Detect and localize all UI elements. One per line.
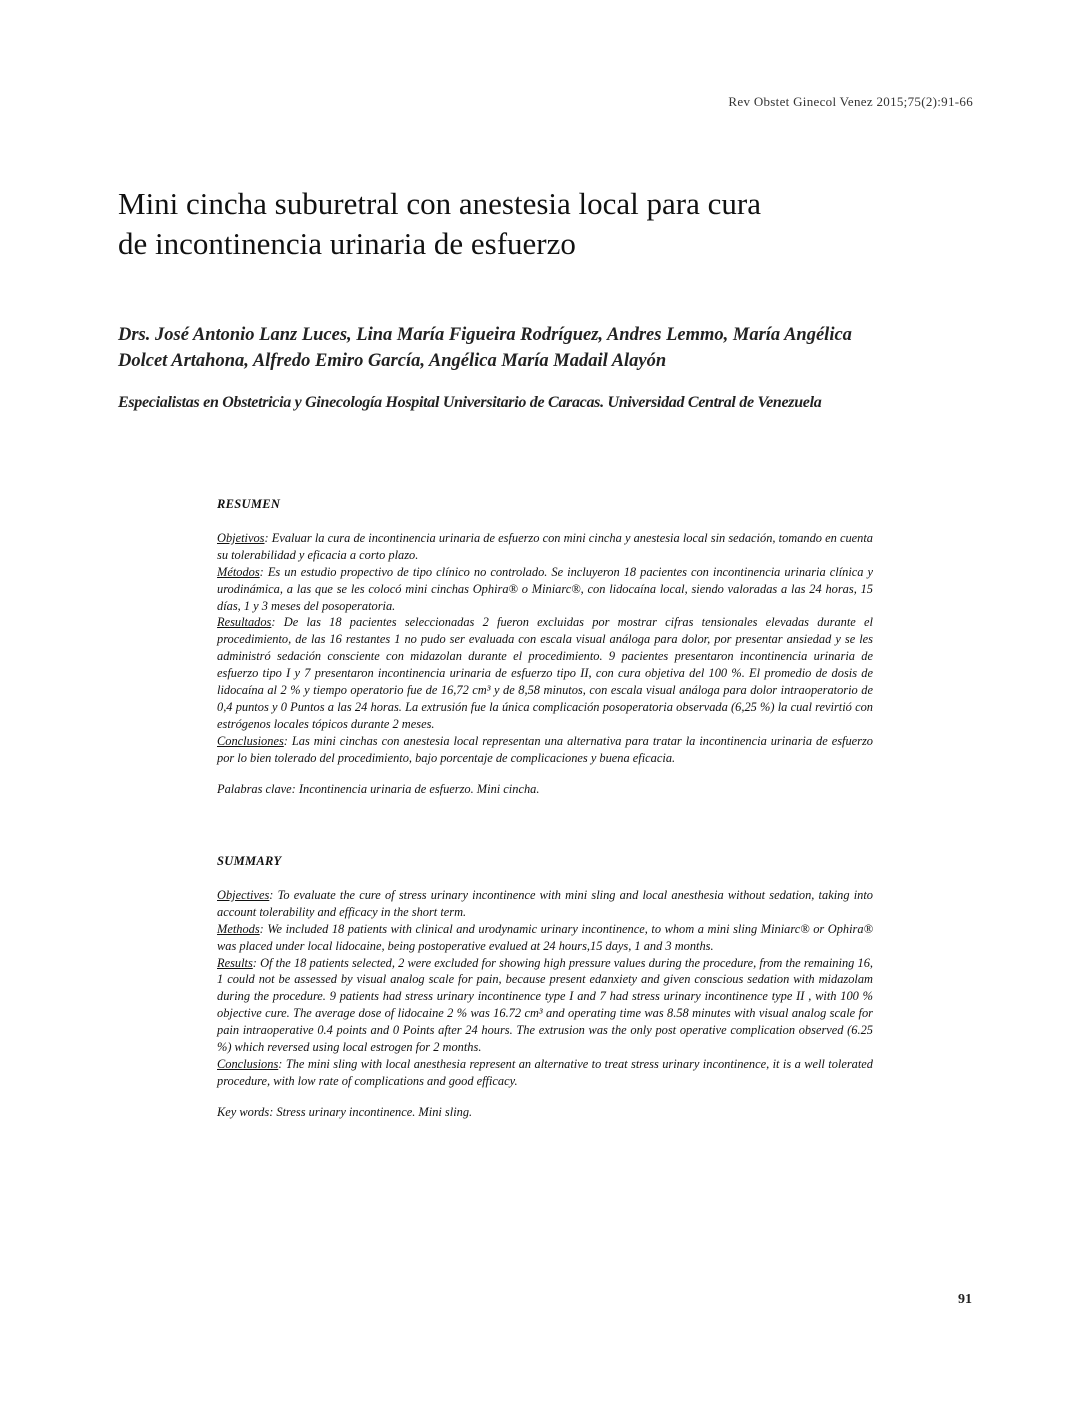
- author-list-line-2: Dolcet Artahona, Alfredo Emiro García, Angélica María Madail Alayón: [118, 351, 667, 371]
- author-affiliation: Especialistas en Obstetricia y Ginecología Hospital Universitario de Caracas. Universidad Central de Venezuela: [118, 394, 822, 411]
- conclusions-label: Conclusions: [217, 1056, 279, 1071]
- results-text: : Of the 18 patients selected, 2 were excluded for showing high pressure values during the procedure, from the remaining 16, 1 could not be assessed by visual analog scale for pain, because present edanxiety and given conscious sedation with midazolam during the procedure. 9 patients had stress urinary incontinence type I and 7 had stress urinary incontinence type II , with 100 % objective cure. The average dose of lidocaine 2 % was 16.72 cm³ and operating time was 8.58 minutes with visual analog scale for pain intraoperative 0.4 points and 0 Points after 24 hours. The extrusion was the only post operative complication observed (6.25 %) which reversed using local estrogen for 2 months.: [217, 955, 873, 1055]
- resultados-text: : De las 18 pacientes seleccionadas 2 fueron excluidas por mostrar cifras tensionales elevadas durante el procedimiento, de las 16 restantes 1 no pudo ser evaluada con escala visual análoga para dolor, por presentar ansiedad y se les administró sedación consciente con midazolan durante el procedimiento. 9 pacientes presentaron incontinencia urinaria de esfuerzo tipo I y 7 presentaron incontinencia urinaria de esfuerzo tipo II, con cura objetiva del 100 %. El promedio de dosis de lidocaína al 2 % y tiempo operatorio fue de 16,72 cm³ y de 8,58 minutos, con escala visual análoga para dolor intraoperatorio de 0,4 puntos y 0 Puntos a las 24 horas. La extrusión fue la única complicación posoperatoria observada (6,25 %) la cual revirtió con estrógenos locales tópicos durante 2 meses.: [217, 615, 873, 731]
- conclusiones-text: : Las mini cinchas con anestesia local representan una alternativa para tratar la incontinencia urinaria de esfuerzo por lo bien tolerado del procedimiento, bajo porcentaje de complicaciones y buena eficacia.: [217, 733, 873, 765]
- resumen-heading: RESUMEN: [217, 497, 281, 511]
- article-title-line-1: Mini cincha suburetral con anestesia local para cura: [118, 186, 761, 221]
- resumen-objetivos: [217, 530, 873, 564]
- methods-label: Methods: [217, 921, 260, 936]
- page-number: 91: [958, 1292, 972, 1307]
- methods-text: : We included 18 patients with clinical and urodynamic urinary incontinence, to whom a mini sling Miniarc® or Ophira® was placed under local lidocaine, being postoperative evalued at 24 hours,15 days, 1 and 3 months.: [217, 921, 873, 953]
- author-list: [118, 322, 978, 374]
- objetivos-text: : Evaluar la cura de incontinencia urinaria de esfuerzo con mini cincha y anestesia local sin sedación, tomando en cuenta su tolerabilidad y eficacia a corto plazo.: [217, 530, 873, 562]
- objectives-label: Objectives: [217, 887, 270, 902]
- objectives-text: : To evaluate the cure of stress urinary incontinence with mini sling and local anesthesia without sedation, taking into account tolerability and efficacy in the short term.: [217, 887, 873, 919]
- summary-heading: SUMMARY: [217, 854, 282, 868]
- results-label: Results: [217, 955, 253, 970]
- metodos-text: : Es un estudio propectivo de tipo clínico no controlado. Se incluyeron 18 pacientes con incontinencia urinaria clínica y urodinámica, a las que se les colocó mini cinchas Ophira® o Miniarc®, con lidocaína local, siendo valoradas a las 24 horas, 15 días, 1 y 3 meses del posoperatoria.: [217, 564, 873, 613]
- journal-reference: Rev Obstet Ginecol Venez 2015;75(2):91-66: [728, 94, 973, 109]
- summary-conclusions: [217, 1056, 873, 1090]
- summary-section: [217, 853, 873, 1121]
- article-title-line-2: de incontinencia urinaria de esfuerzo: [118, 226, 576, 261]
- objetivos-label: Objetivos: [217, 530, 265, 545]
- summary-methods: [217, 921, 873, 955]
- resultados-label: Resultados: [217, 615, 272, 630]
- conclusions-text: : The mini sling with local anesthesia represent an alternative to treat stress urinary incontinence, it is a well tolerated procedure, with low rate of complications and good efficacy.: [217, 1056, 873, 1088]
- article-title: [118, 184, 958, 264]
- resumen-resultados: [217, 614, 873, 732]
- summary-results: [217, 955, 873, 1056]
- resumen-metodos: [217, 564, 873, 615]
- metodos-label: Métodos: [217, 564, 260, 579]
- palabras-clave: Palabras clave: Incontinencia urinaria de esfuerzo. Mini cincha.: [217, 781, 540, 796]
- conclusiones-label: Conclusiones: [217, 733, 284, 748]
- author-list-line-1: Drs. José Antonio Lanz Luces, Lina María Figueira Rodríguez, Andres Lemmo, María Angélica: [118, 325, 852, 345]
- resumen-section: [217, 496, 873, 798]
- resumen-conclusiones: [217, 733, 873, 767]
- key-words: Key words: Stress urinary incontinence. Mini sling.: [217, 1104, 473, 1119]
- summary-objectives: [217, 887, 873, 921]
